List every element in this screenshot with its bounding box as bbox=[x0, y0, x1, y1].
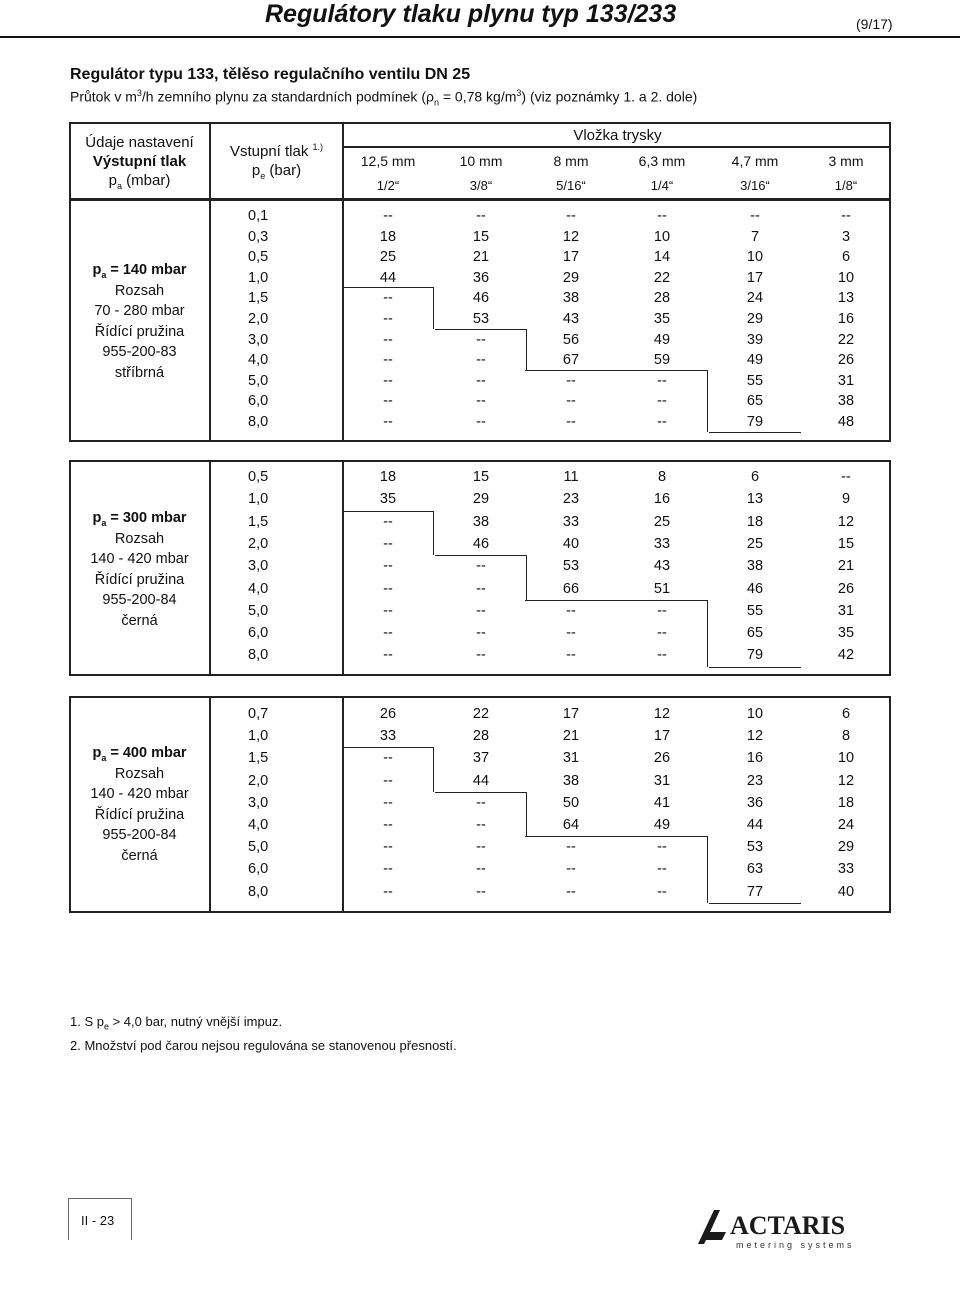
flow-cell: 25 bbox=[746, 535, 764, 552]
section-label-line: Řídící pružina bbox=[94, 806, 185, 823]
flow-cell: -- bbox=[383, 290, 393, 307]
flow-cell: -- bbox=[476, 794, 486, 811]
precision-step-line bbox=[709, 667, 801, 668]
flow-cell: -- bbox=[657, 647, 667, 664]
flow-cell: 10 bbox=[837, 269, 855, 286]
flow-cell: -- bbox=[476, 558, 486, 575]
flow-cell: 35 bbox=[837, 625, 855, 642]
flow-cell: 12 bbox=[837, 772, 855, 789]
precision-step-line bbox=[435, 329, 527, 330]
flow-cell: 79 bbox=[746, 647, 764, 664]
flow-cell: -- bbox=[383, 352, 393, 369]
header-col1-line1: Údaje nastavení bbox=[85, 134, 194, 151]
flow-cell: 21 bbox=[472, 249, 490, 266]
flow-cell: 53 bbox=[562, 558, 580, 575]
flow-cell: 46 bbox=[472, 290, 490, 307]
flow-cell: 11 bbox=[563, 469, 579, 485]
flow-cell: -- bbox=[383, 393, 393, 410]
flow-cell: 18 bbox=[746, 513, 764, 530]
precision-step-line bbox=[525, 836, 617, 837]
flow-cell: 13 bbox=[837, 290, 855, 307]
flow-cell: -- bbox=[841, 469, 851, 485]
flow-cell: 79 bbox=[746, 414, 764, 430]
flow-cell: -- bbox=[383, 625, 393, 642]
flow-cell: 36 bbox=[746, 794, 764, 811]
flow-cell: -- bbox=[383, 331, 393, 348]
flow-cell: 53 bbox=[472, 311, 490, 327]
flow-cell: 64 bbox=[562, 817, 580, 833]
flow-cell: 56 bbox=[562, 331, 580, 348]
inlet-pressure-cell: 5,0 bbox=[248, 602, 269, 619]
flow-cell: 10 bbox=[746, 706, 764, 722]
section-pressure: $p_a = 400$ mbar bbox=[92, 745, 187, 763]
flow-cell: -- bbox=[383, 602, 393, 619]
inlet-pressure-cell: 2,0 bbox=[248, 535, 269, 552]
flow-cell: 29 bbox=[472, 491, 490, 508]
precision-step-line bbox=[525, 370, 617, 371]
inlet-pressure-cell: 1,5 bbox=[248, 290, 269, 307]
flow-cell: 66 bbox=[562, 580, 580, 597]
page-number: (9/17) bbox=[856, 16, 893, 32]
flow-cell: -- bbox=[383, 772, 393, 789]
flow-cell: 3 bbox=[841, 228, 851, 245]
section-heading: Regulátor typu 133, tělěso regulačního ventilu DN 25 bbox=[70, 66, 471, 83]
flow-cell: 31 bbox=[837, 602, 855, 619]
inlet-pressure-cell: 0,3 bbox=[248, 228, 269, 245]
flow-cell: 6 bbox=[750, 469, 760, 485]
flow-cell: 12 bbox=[746, 728, 764, 745]
flow-cell: 35 bbox=[653, 311, 671, 327]
flow-cell: 13 bbox=[746, 491, 764, 508]
flow-cell: -- bbox=[657, 393, 667, 410]
flow-cell: -- bbox=[657, 208, 667, 224]
logo-icon bbox=[696, 1204, 896, 1252]
inlet-pressure-cell: 0,7 bbox=[248, 706, 269, 722]
precision-step-line bbox=[433, 287, 434, 328]
flow-cell: 28 bbox=[472, 728, 490, 745]
flow-cell: -- bbox=[476, 414, 486, 430]
flow-cell: 26 bbox=[379, 706, 397, 722]
inlet-pressure-cell: 5,0 bbox=[248, 839, 269, 856]
flow-cell: 49 bbox=[653, 817, 671, 833]
flow-cell: 42 bbox=[837, 647, 855, 664]
precision-step-line bbox=[526, 555, 527, 600]
flow-cell: 49 bbox=[746, 352, 764, 369]
section-divider bbox=[342, 696, 344, 913]
flow-cell: 22 bbox=[472, 706, 490, 722]
inlet-pressure-cell: 0,5 bbox=[248, 249, 269, 266]
header-inch-cell: 3/8“ bbox=[469, 178, 493, 193]
flow-cell: -- bbox=[383, 647, 393, 664]
flow-cell: 46 bbox=[746, 580, 764, 597]
flow-cell: -- bbox=[476, 208, 486, 224]
flow-cell: 17 bbox=[562, 706, 580, 722]
inlet-pressure-cell: 8,0 bbox=[248, 647, 269, 664]
inlet-pressure-cell: 6,0 bbox=[248, 625, 269, 642]
flow-cell: 15 bbox=[472, 469, 490, 485]
flow-cell: -- bbox=[383, 558, 393, 575]
flow-cell: 23 bbox=[746, 772, 764, 789]
flow-cell: 44 bbox=[379, 269, 397, 286]
flow-cell: 51 bbox=[653, 580, 671, 597]
precision-step-line bbox=[616, 600, 708, 601]
precision-step-line bbox=[525, 600, 617, 601]
header-mm-cell: 4,7 mm bbox=[731, 153, 779, 169]
section-label-line: 955-200-84 bbox=[102, 827, 177, 843]
note-2: 2. Množství pod čarou nejsou regulována se stanovenou přesností. bbox=[70, 1038, 457, 1053]
precision-step-line bbox=[433, 511, 434, 556]
flow-cell: -- bbox=[476, 602, 486, 619]
section-label-line: Řídící pružina bbox=[94, 323, 185, 340]
flow-cell: -- bbox=[383, 208, 393, 224]
flow-cell: -- bbox=[383, 817, 393, 833]
flow-cell: 49 bbox=[653, 331, 671, 348]
flow-cell: 18 bbox=[837, 794, 855, 811]
flow-cell: 16 bbox=[837, 311, 855, 327]
flow-cell: -- bbox=[657, 625, 667, 642]
flow-cell: -- bbox=[383, 883, 393, 900]
flow-cell: 17 bbox=[746, 269, 764, 286]
flow-cell: 28 bbox=[653, 290, 671, 307]
flow-cell: 41 bbox=[653, 794, 671, 811]
flow-cell: 55 bbox=[746, 372, 764, 389]
flow-cell: -- bbox=[383, 839, 393, 856]
header-inch-cell: 5/16“ bbox=[556, 178, 586, 193]
flow-cell: 77 bbox=[746, 883, 764, 900]
inlet-pressure-cell: 4,0 bbox=[248, 817, 269, 833]
flow-cell: -- bbox=[657, 839, 667, 856]
header-mm-cell: 12,5 mm bbox=[360, 153, 416, 169]
flow-cell: 65 bbox=[746, 625, 764, 642]
flow-cell: 33 bbox=[653, 535, 671, 552]
flow-cell: 40 bbox=[562, 535, 580, 552]
flow-cell: 65 bbox=[746, 393, 764, 410]
flow-cell: -- bbox=[383, 311, 393, 327]
flow-cell: -- bbox=[383, 372, 393, 389]
flow-cell: 48 bbox=[837, 414, 855, 430]
precision-step-line bbox=[709, 903, 801, 904]
inlet-pressure-cell: 1,5 bbox=[248, 513, 269, 530]
svg-text:metering systems: metering systems bbox=[736, 1240, 855, 1250]
flow-cell: -- bbox=[566, 625, 576, 642]
flow-cell: -- bbox=[476, 883, 486, 900]
flow-cell: -- bbox=[383, 414, 393, 430]
inlet-pressure-cell: 2,0 bbox=[248, 311, 269, 327]
page-title: Regulátory tlaku plynu typ 133/233 bbox=[265, 0, 677, 28]
inlet-pressure-cell: 6,0 bbox=[248, 861, 269, 878]
header-mm-cell: 8 mm bbox=[553, 153, 589, 169]
section-label-line: Rozsah bbox=[114, 282, 165, 299]
flow-cell: -- bbox=[476, 647, 486, 664]
flow-cell: 16 bbox=[746, 750, 764, 767]
precision-step-line bbox=[435, 555, 527, 556]
flow-cell: -- bbox=[566, 861, 576, 878]
flow-cell: 39 bbox=[746, 331, 764, 348]
flow-cell: 29 bbox=[837, 839, 855, 856]
flow-cell: 38 bbox=[837, 393, 855, 410]
section-divider bbox=[209, 460, 211, 676]
flow-cell: 17 bbox=[562, 249, 580, 266]
section-subheading: Průtok v $m^3/h$ zemního plynu za standardních podmínek ($\rho_n = 0,78$ $kg/m^3$) (viz poznámky 1. a 2. dole) bbox=[70, 88, 698, 108]
precision-step-line bbox=[526, 329, 527, 370]
inlet-pressure-cell: 4,0 bbox=[248, 352, 269, 369]
flow-cell: -- bbox=[566, 208, 576, 224]
flow-cell: -- bbox=[657, 602, 667, 619]
section-divider bbox=[342, 460, 344, 676]
flow-cell: -- bbox=[476, 839, 486, 856]
flow-cell: 37 bbox=[472, 750, 490, 767]
header-inch-cell: 1/2“ bbox=[376, 178, 400, 193]
inlet-pressure-cell: 8,0 bbox=[248, 414, 269, 430]
flow-cell: -- bbox=[476, 352, 486, 369]
flow-cell: -- bbox=[566, 647, 576, 664]
flow-cell: 25 bbox=[653, 513, 671, 530]
header-col1-line2: Výstupní tlak bbox=[92, 153, 187, 170]
flow-cell: 8 bbox=[657, 469, 667, 485]
precision-step-line bbox=[526, 792, 527, 836]
precision-step-line bbox=[435, 792, 527, 793]
flow-cell: 18 bbox=[379, 228, 397, 245]
flow-cell: 38 bbox=[472, 513, 490, 530]
flow-cell: -- bbox=[383, 794, 393, 811]
flow-cell: 14 bbox=[653, 249, 671, 266]
flow-cell: -- bbox=[383, 513, 393, 530]
flow-cell: 12 bbox=[837, 513, 855, 530]
flow-cell: 21 bbox=[562, 728, 580, 745]
inlet-pressure-cell: 3,0 bbox=[248, 558, 269, 575]
header-mm-cell: 3 mm bbox=[828, 153, 864, 169]
flow-cell: 9 bbox=[841, 491, 851, 508]
flow-cell: 59 bbox=[653, 352, 671, 369]
inlet-pressure-cell: 1,5 bbox=[248, 750, 269, 767]
flow-cell: -- bbox=[476, 817, 486, 833]
flow-cell: 44 bbox=[746, 817, 764, 833]
section-label-line: stříbrná bbox=[114, 364, 165, 381]
flow-cell: 44 bbox=[472, 772, 490, 789]
header-col1-line3: $p_a$ (mbar) bbox=[108, 172, 171, 191]
flow-cell: -- bbox=[476, 580, 486, 597]
flow-cell: 8 bbox=[841, 728, 851, 745]
flow-cell: 6 bbox=[841, 706, 851, 722]
flow-cell: 31 bbox=[562, 750, 580, 767]
flow-cell: -- bbox=[566, 602, 576, 619]
inlet-pressure-cell: 1,0 bbox=[248, 491, 269, 508]
flow-cell: 24 bbox=[837, 817, 855, 833]
flow-cell: 22 bbox=[653, 269, 671, 286]
flow-cell: 55 bbox=[746, 602, 764, 619]
flow-cell: 6 bbox=[841, 249, 851, 266]
flow-cell: 12 bbox=[562, 228, 580, 245]
flow-cell: 15 bbox=[837, 535, 855, 552]
flow-cell: 38 bbox=[562, 772, 580, 789]
flow-cell: 29 bbox=[562, 269, 580, 286]
flow-cell: 46 bbox=[472, 535, 490, 552]
section-label-line: 140 - 420 mbar bbox=[90, 551, 189, 567]
inlet-pressure-cell: 8,0 bbox=[248, 883, 269, 900]
section-label-line: 70 - 280 mbar bbox=[94, 303, 185, 319]
section-label-line: černá bbox=[121, 847, 158, 864]
section-pressure: $p_a = 300$ mbar bbox=[92, 510, 187, 528]
flow-cell: 63 bbox=[746, 861, 764, 878]
flow-cell: -- bbox=[383, 580, 393, 597]
precision-step-line bbox=[342, 287, 434, 288]
section-pressure: $p_a = 140$ mbar bbox=[92, 262, 187, 280]
flow-cell: 31 bbox=[653, 772, 671, 789]
flow-cell: -- bbox=[476, 331, 486, 348]
inlet-pressure-cell: 0,1 bbox=[248, 208, 269, 224]
inlet-pressure-cell: 5,0 bbox=[248, 372, 269, 389]
flow-cell: -- bbox=[476, 393, 486, 410]
flow-cell: -- bbox=[566, 393, 576, 410]
footer-page-number: II - 23 bbox=[68, 1198, 132, 1240]
precision-step-line bbox=[616, 370, 708, 371]
flow-cell: 12 bbox=[653, 706, 671, 722]
section-label-line: Rozsah bbox=[114, 530, 165, 547]
section-label-line: Řídící pružina bbox=[94, 571, 185, 588]
flow-cell: 15 bbox=[472, 228, 490, 245]
flow-cell: 7 bbox=[750, 228, 760, 245]
flow-cell: -- bbox=[476, 861, 486, 878]
flow-cell: -- bbox=[383, 535, 393, 552]
note-1: 1. S $p_e > 4,0$ bar, nutný vnější impuz. bbox=[70, 1014, 283, 1032]
flow-cell: 22 bbox=[837, 331, 855, 348]
inlet-pressure-cell: 1,0 bbox=[248, 269, 269, 286]
flow-cell: 25 bbox=[379, 249, 397, 266]
flow-cell: 16 bbox=[653, 491, 671, 508]
svg-text:ACTARIS: ACTARIS bbox=[730, 1211, 846, 1240]
header-col2-line1: Vstupní tlak $^{1.)}$ bbox=[229, 142, 324, 160]
inlet-pressure-cell: 0,5 bbox=[248, 469, 269, 485]
flow-cell: -- bbox=[566, 414, 576, 430]
header-inch-cell: 3/16“ bbox=[740, 178, 770, 193]
flow-cell: 53 bbox=[746, 839, 764, 856]
flow-cell: 24 bbox=[746, 290, 764, 307]
flow-cell: 33 bbox=[837, 861, 855, 878]
flow-cell: -- bbox=[841, 208, 851, 224]
flow-cell: 43 bbox=[653, 558, 671, 575]
flow-cell: 33 bbox=[379, 728, 397, 745]
flow-cell: 36 bbox=[472, 269, 490, 286]
header-inch-cell: 1/4“ bbox=[650, 178, 674, 193]
flow-cell: -- bbox=[383, 750, 393, 767]
inlet-pressure-cell: 3,0 bbox=[248, 331, 269, 348]
header-mm-cell: 6,3 mm bbox=[638, 153, 686, 169]
flow-cell: 10 bbox=[653, 228, 671, 245]
flow-cell: 50 bbox=[562, 794, 580, 811]
header-inch-cell: 1/8“ bbox=[834, 178, 858, 193]
inlet-pressure-cell: 3,0 bbox=[248, 794, 269, 811]
flow-cell: 38 bbox=[562, 290, 580, 307]
flow-cell: 26 bbox=[837, 580, 855, 597]
precision-step-line bbox=[707, 836, 708, 903]
flow-cell: 21 bbox=[837, 558, 855, 575]
flow-cell: -- bbox=[383, 861, 393, 878]
flow-cell: -- bbox=[657, 414, 667, 430]
section-label-line: 955-200-84 bbox=[102, 592, 177, 608]
flow-cell: -- bbox=[657, 883, 667, 900]
header-col2-line2: $p_e$ (bar) bbox=[251, 162, 302, 181]
section-divider bbox=[209, 199, 211, 442]
precision-step-line bbox=[707, 600, 708, 667]
section-label-line: černá bbox=[121, 612, 158, 629]
inlet-pressure-cell: 6,0 bbox=[248, 393, 269, 410]
section-label-line: 955-200-83 bbox=[102, 344, 177, 360]
flow-cell: 10 bbox=[746, 249, 764, 266]
flow-cell: -- bbox=[476, 372, 486, 389]
flow-cell: 26 bbox=[653, 750, 671, 767]
flow-cell: 18 bbox=[379, 469, 397, 485]
flow-cell: -- bbox=[657, 861, 667, 878]
flow-cell: 67 bbox=[562, 352, 580, 369]
flow-cell: -- bbox=[566, 883, 576, 900]
header-mm-cell: 10 mm bbox=[459, 153, 503, 169]
nozzle-header: Vložka trysky bbox=[573, 127, 662, 144]
flow-cell: 40 bbox=[837, 883, 855, 900]
precision-step-line bbox=[709, 432, 801, 433]
section-divider bbox=[342, 199, 344, 442]
precision-step-line bbox=[433, 747, 434, 791]
flow-cell: 23 bbox=[562, 491, 580, 508]
flow-cell: -- bbox=[566, 372, 576, 389]
flow-cell: 35 bbox=[379, 491, 397, 508]
flow-cell: 26 bbox=[837, 352, 855, 369]
flow-cell: 10 bbox=[837, 750, 855, 767]
flow-cell: -- bbox=[476, 625, 486, 642]
flow-cell: -- bbox=[750, 208, 760, 224]
flow-cell: -- bbox=[657, 372, 667, 389]
inlet-pressure-cell: 2,0 bbox=[248, 772, 269, 789]
precision-step-line bbox=[616, 836, 708, 837]
flow-cell: 43 bbox=[562, 311, 580, 327]
flow-cell: 33 bbox=[562, 513, 580, 530]
inlet-pressure-cell: 4,0 bbox=[248, 580, 269, 597]
precision-step-line bbox=[342, 747, 434, 748]
inlet-pressure-cell: 1,0 bbox=[248, 728, 269, 745]
flow-cell: 17 bbox=[653, 728, 671, 745]
section-label-line: Rozsah bbox=[114, 765, 165, 782]
flow-cell: -- bbox=[566, 839, 576, 856]
flow-cell: 31 bbox=[837, 372, 855, 389]
title-rule bbox=[0, 36, 960, 38]
flow-cell: 38 bbox=[746, 558, 764, 575]
precision-step-line bbox=[707, 370, 708, 432]
flow-cell: 29 bbox=[746, 311, 764, 327]
actaris-logo bbox=[696, 1204, 896, 1257]
precision-step-line bbox=[342, 511, 434, 512]
section-divider bbox=[209, 696, 211, 913]
section-label-line: 140 - 420 mbar bbox=[90, 786, 189, 802]
